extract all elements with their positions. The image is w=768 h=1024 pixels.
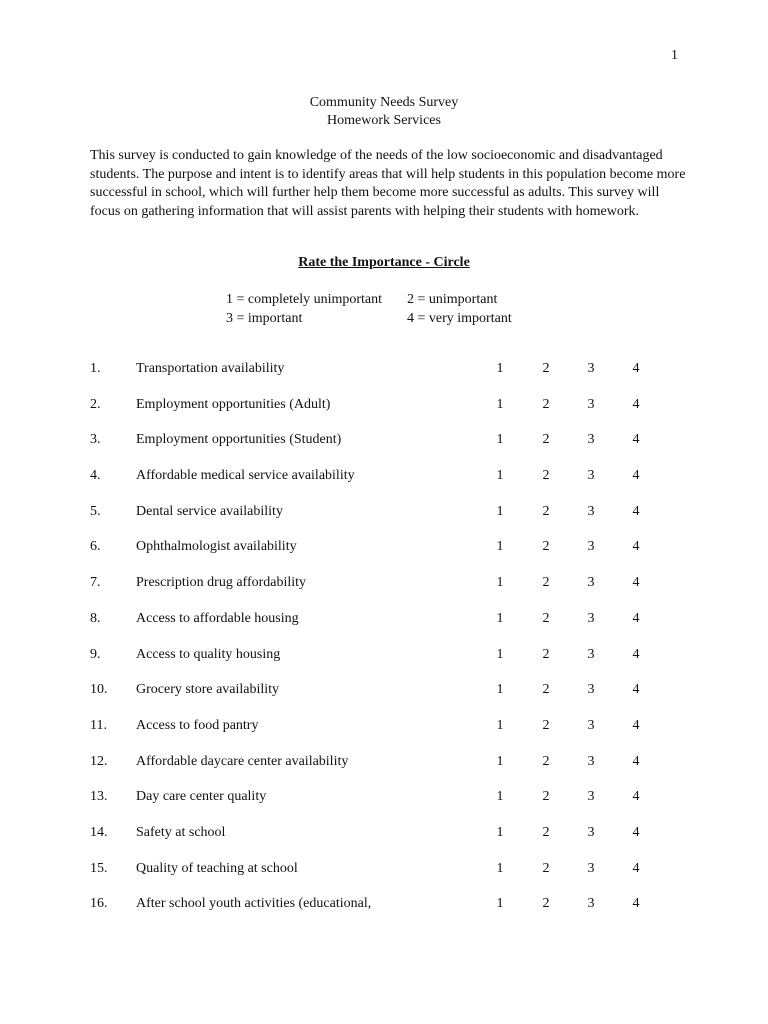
item-number: 13. xyxy=(90,789,108,805)
rating-option-4[interactable]: 4 xyxy=(632,753,640,769)
rating-option-3[interactable]: 3 xyxy=(587,503,595,519)
rating-option-2[interactable]: 2 xyxy=(542,682,550,698)
rating-option-1[interactable]: 1 xyxy=(496,468,504,484)
rating-option-1[interactable]: 1 xyxy=(496,575,504,591)
item-number: 10. xyxy=(90,682,108,698)
rating-option-2[interactable]: 2 xyxy=(542,503,550,519)
item-number: 9. xyxy=(90,646,101,662)
rating-option-1[interactable]: 1 xyxy=(496,896,504,912)
scale-4-label: 4 = very important xyxy=(407,311,512,326)
rating-option-4[interactable]: 4 xyxy=(632,789,640,805)
rating-option-2[interactable]: 2 xyxy=(542,361,550,376)
survey-item xyxy=(0,468,768,504)
rating-option-3[interactable]: 3 xyxy=(587,610,595,626)
rating-option-4[interactable]: 4 xyxy=(632,860,640,876)
rating-option-3[interactable]: 3 xyxy=(587,396,595,412)
rating-option-4[interactable]: 4 xyxy=(632,396,640,412)
rating-option-3[interactable]: 3 xyxy=(587,682,595,698)
rating-option-1[interactable]: 1 xyxy=(496,717,504,733)
item-label: Transportation availability xyxy=(136,361,285,376)
item-number: 8. xyxy=(90,610,101,626)
scale-3-label: 3 = important xyxy=(226,311,303,326)
rating-option-3[interactable]: 3 xyxy=(587,789,595,805)
survey-item xyxy=(0,504,768,540)
rating-scale-legend xyxy=(226,290,512,328)
rating-option-3[interactable]: 3 xyxy=(587,824,595,840)
item-label: Grocery store availability xyxy=(136,682,280,698)
item-number: 14. xyxy=(90,824,108,840)
rating-option-1[interactable]: 1 xyxy=(496,789,504,805)
item-label: Ophthalmologist availability xyxy=(136,539,297,555)
item-label: Prescription drug affordability xyxy=(136,575,307,591)
survey-subtitle: Homework Services xyxy=(327,113,441,128)
rating-option-1[interactable]: 1 xyxy=(496,610,504,626)
rating-option-4[interactable]: 4 xyxy=(632,824,640,840)
survey-item xyxy=(0,539,768,575)
rating-option-2[interactable]: 2 xyxy=(542,610,550,626)
rating-option-1[interactable]: 1 xyxy=(496,503,504,519)
rating-option-2[interactable]: 2 xyxy=(542,896,550,912)
item-label: Access to food pantry xyxy=(136,717,259,733)
rating-option-4[interactable]: 4 xyxy=(632,503,640,519)
title-block xyxy=(0,94,768,130)
rating-option-3[interactable]: 3 xyxy=(587,753,595,769)
survey-item xyxy=(0,575,768,611)
survey-item xyxy=(0,896,768,932)
item-label: After school youth activities (educational, xyxy=(136,896,372,912)
rating-option-2[interactable]: 2 xyxy=(542,717,550,733)
item-number: 3. xyxy=(90,432,101,448)
rating-option-2[interactable]: 2 xyxy=(542,468,550,484)
intro-paragraph: This survey is conducted to gain knowledge of the needs of the low socioeconomic and disadvantaged students. The purpose and intent is to identify areas that will help students in this population become more successful in school, which will further help them become more successful as adults. This survey will focus on gathering information that will assist parents with helping their students with homework. xyxy=(90,148,686,219)
rating-option-3[interactable]: 3 xyxy=(587,717,595,733)
rating-option-2[interactable]: 2 xyxy=(542,432,550,448)
survey-item xyxy=(0,861,768,897)
rating-option-2[interactable]: 2 xyxy=(542,860,550,876)
item-label: Safety at school xyxy=(136,824,226,840)
rating-option-2[interactable]: 2 xyxy=(542,753,550,769)
survey-item xyxy=(0,789,768,825)
rating-option-4[interactable]: 4 xyxy=(632,610,640,626)
rating-option-1[interactable]: 1 xyxy=(496,753,504,769)
survey-item xyxy=(0,682,768,718)
item-number: 6. xyxy=(90,539,101,555)
rating-option-4[interactable]: 4 xyxy=(632,361,640,376)
rating-option-2[interactable]: 2 xyxy=(542,646,550,662)
survey-title: Community Needs Survey xyxy=(309,95,459,110)
rating-option-1[interactable]: 1 xyxy=(496,396,504,412)
item-label: Access to affordable housing xyxy=(136,610,299,626)
rating-option-4[interactable]: 4 xyxy=(632,468,640,484)
rating-option-2[interactable]: 2 xyxy=(542,396,550,412)
item-number: 1. xyxy=(90,361,101,376)
survey-items-list xyxy=(0,361,768,932)
item-number: 7. xyxy=(90,575,101,591)
rating-option-1[interactable]: 1 xyxy=(496,824,504,840)
scale-row xyxy=(226,290,512,309)
rating-option-1[interactable]: 1 xyxy=(496,682,504,698)
survey-item xyxy=(0,754,768,790)
item-label: Quality of teaching at school xyxy=(136,860,298,876)
rating-option-2[interactable]: 2 xyxy=(542,789,550,805)
scale-row xyxy=(226,309,512,328)
survey-item xyxy=(0,397,768,433)
rating-option-2[interactable]: 2 xyxy=(542,824,550,840)
scale-1-label: 1 = completely unimportant xyxy=(226,292,383,307)
rate-heading: Rate the Importance - Circle xyxy=(298,255,470,270)
rating-option-3[interactable]: 3 xyxy=(587,468,595,484)
survey-item xyxy=(0,718,768,754)
item-label: Affordable medical service availability xyxy=(136,468,355,484)
rating-option-4[interactable]: 4 xyxy=(632,575,640,591)
survey-item xyxy=(0,647,768,683)
item-label: Day care center quality xyxy=(136,789,267,805)
item-label: Access to quality housing xyxy=(136,646,281,662)
page-number: 1 xyxy=(671,48,678,63)
rating-option-1[interactable]: 1 xyxy=(496,361,504,376)
rating-option-4[interactable]: 4 xyxy=(632,539,640,555)
item-number: 15. xyxy=(90,860,108,876)
survey-item xyxy=(0,825,768,861)
rating-option-4[interactable]: 4 xyxy=(632,682,640,698)
item-label: Dental service availability xyxy=(136,503,283,519)
survey-item xyxy=(0,361,768,397)
item-number: 4. xyxy=(90,468,101,484)
rating-option-4[interactable]: 4 xyxy=(632,646,640,662)
rating-option-1[interactable]: 1 xyxy=(496,432,504,448)
item-number: 16. xyxy=(90,896,108,912)
rating-option-3[interactable]: 3 xyxy=(587,361,595,376)
scale-2-label: 2 = unimportant xyxy=(407,292,498,307)
rating-option-1[interactable]: 1 xyxy=(496,860,504,876)
rating-option-3[interactable]: 3 xyxy=(587,646,595,662)
rating-option-2[interactable]: 2 xyxy=(542,539,550,555)
rating-option-1[interactable]: 1 xyxy=(496,539,504,555)
rating-option-3[interactable]: 3 xyxy=(587,896,595,912)
item-number: 5. xyxy=(90,503,101,519)
item-number: 11. xyxy=(90,717,107,733)
rating-option-3[interactable]: 3 xyxy=(587,432,595,448)
rating-option-3[interactable]: 3 xyxy=(587,539,595,555)
rating-option-4[interactable]: 4 xyxy=(632,717,640,733)
rating-option-2[interactable]: 2 xyxy=(542,575,550,591)
rating-option-1[interactable]: 1 xyxy=(496,646,504,662)
rating-option-4[interactable]: 4 xyxy=(632,896,640,912)
item-number: 12. xyxy=(90,753,108,769)
rating-option-3[interactable]: 3 xyxy=(587,860,595,876)
item-label: Employment opportunities (Adult) xyxy=(136,396,331,412)
survey-item xyxy=(0,611,768,647)
item-label: Affordable daycare center availability xyxy=(136,753,349,769)
survey-item xyxy=(0,432,768,468)
rating-option-3[interactable]: 3 xyxy=(587,575,595,591)
item-label: Employment opportunities (Student) xyxy=(136,432,342,448)
rating-option-4[interactable]: 4 xyxy=(632,432,640,448)
item-number: 2. xyxy=(90,396,101,412)
